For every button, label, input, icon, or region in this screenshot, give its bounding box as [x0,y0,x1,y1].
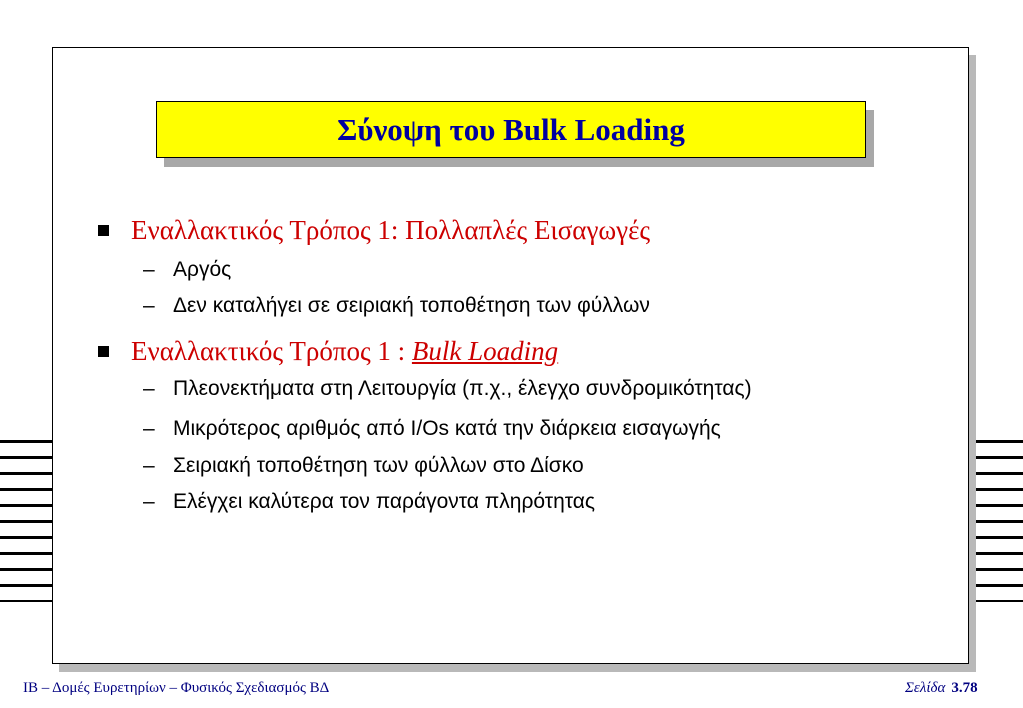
sub-bullet-item [143,377,752,401]
sub-bullet-item [143,258,231,282]
sub-bullet-text: Ελέγχει καλύτερα τον παράγοντα πληρότητας [173,490,596,513]
sub-bullet-text: Μικρότερος αριθμός από I/Os κατά την διάρκεια εισαγωγής [173,417,721,440]
bullet-item [98,336,558,367]
bulk-loading-emphasis: Bulk Loading [411,336,559,366]
sub-bullet-text: Αργός [173,258,232,281]
sub-bullet-item [143,454,584,478]
dash-bullet-icon: – [143,294,155,317]
footer-page-label: Σελίδα [905,680,946,696]
sub-bullet-text: Σειριακή τοποθέτηση των φύλλων στο Δίσκο [173,454,584,477]
dash-bullet-icon: – [143,490,155,513]
footer-page-info [905,680,978,697]
dash-bullet-icon: – [143,454,155,477]
sub-bullet-text: Δεν καταλήγει σε σειριακή τοποθέτηση των φύλλων [173,294,650,317]
square-bullet-icon [98,346,109,357]
sub-bullet-text: Πλεονεκτήματα στη Λειτουργία (π.χ., έλεγχο συνδρομικότητας) [173,377,752,400]
slide-title: Σύνοψη του Bulk Loading [337,111,685,147]
dash-bullet-icon: – [143,417,155,440]
bullet-text: Εναλλακτικός Τρόπος 1: Πολλαπλές Εισαγωγές [131,215,651,245]
square-bullet-icon [98,225,109,236]
footer-page-number: 3.78 [951,680,978,696]
dash-bullet-icon: – [143,258,155,281]
footer-course-title: ΙΒ – Δομές Ευρετηρίων – Φυσικός Σχεδιασμός ΒΔ [23,680,330,696]
bullet-text [131,336,558,367]
bullet-text-prefix: Εναλλακτικός Τρόπος 1 : [131,336,412,366]
bullet-item [98,215,650,246]
sub-bullet-item [143,417,721,441]
dash-bullet-icon: – [143,377,155,400]
sub-bullet-item [143,294,650,318]
sub-bullet-item [143,490,595,514]
